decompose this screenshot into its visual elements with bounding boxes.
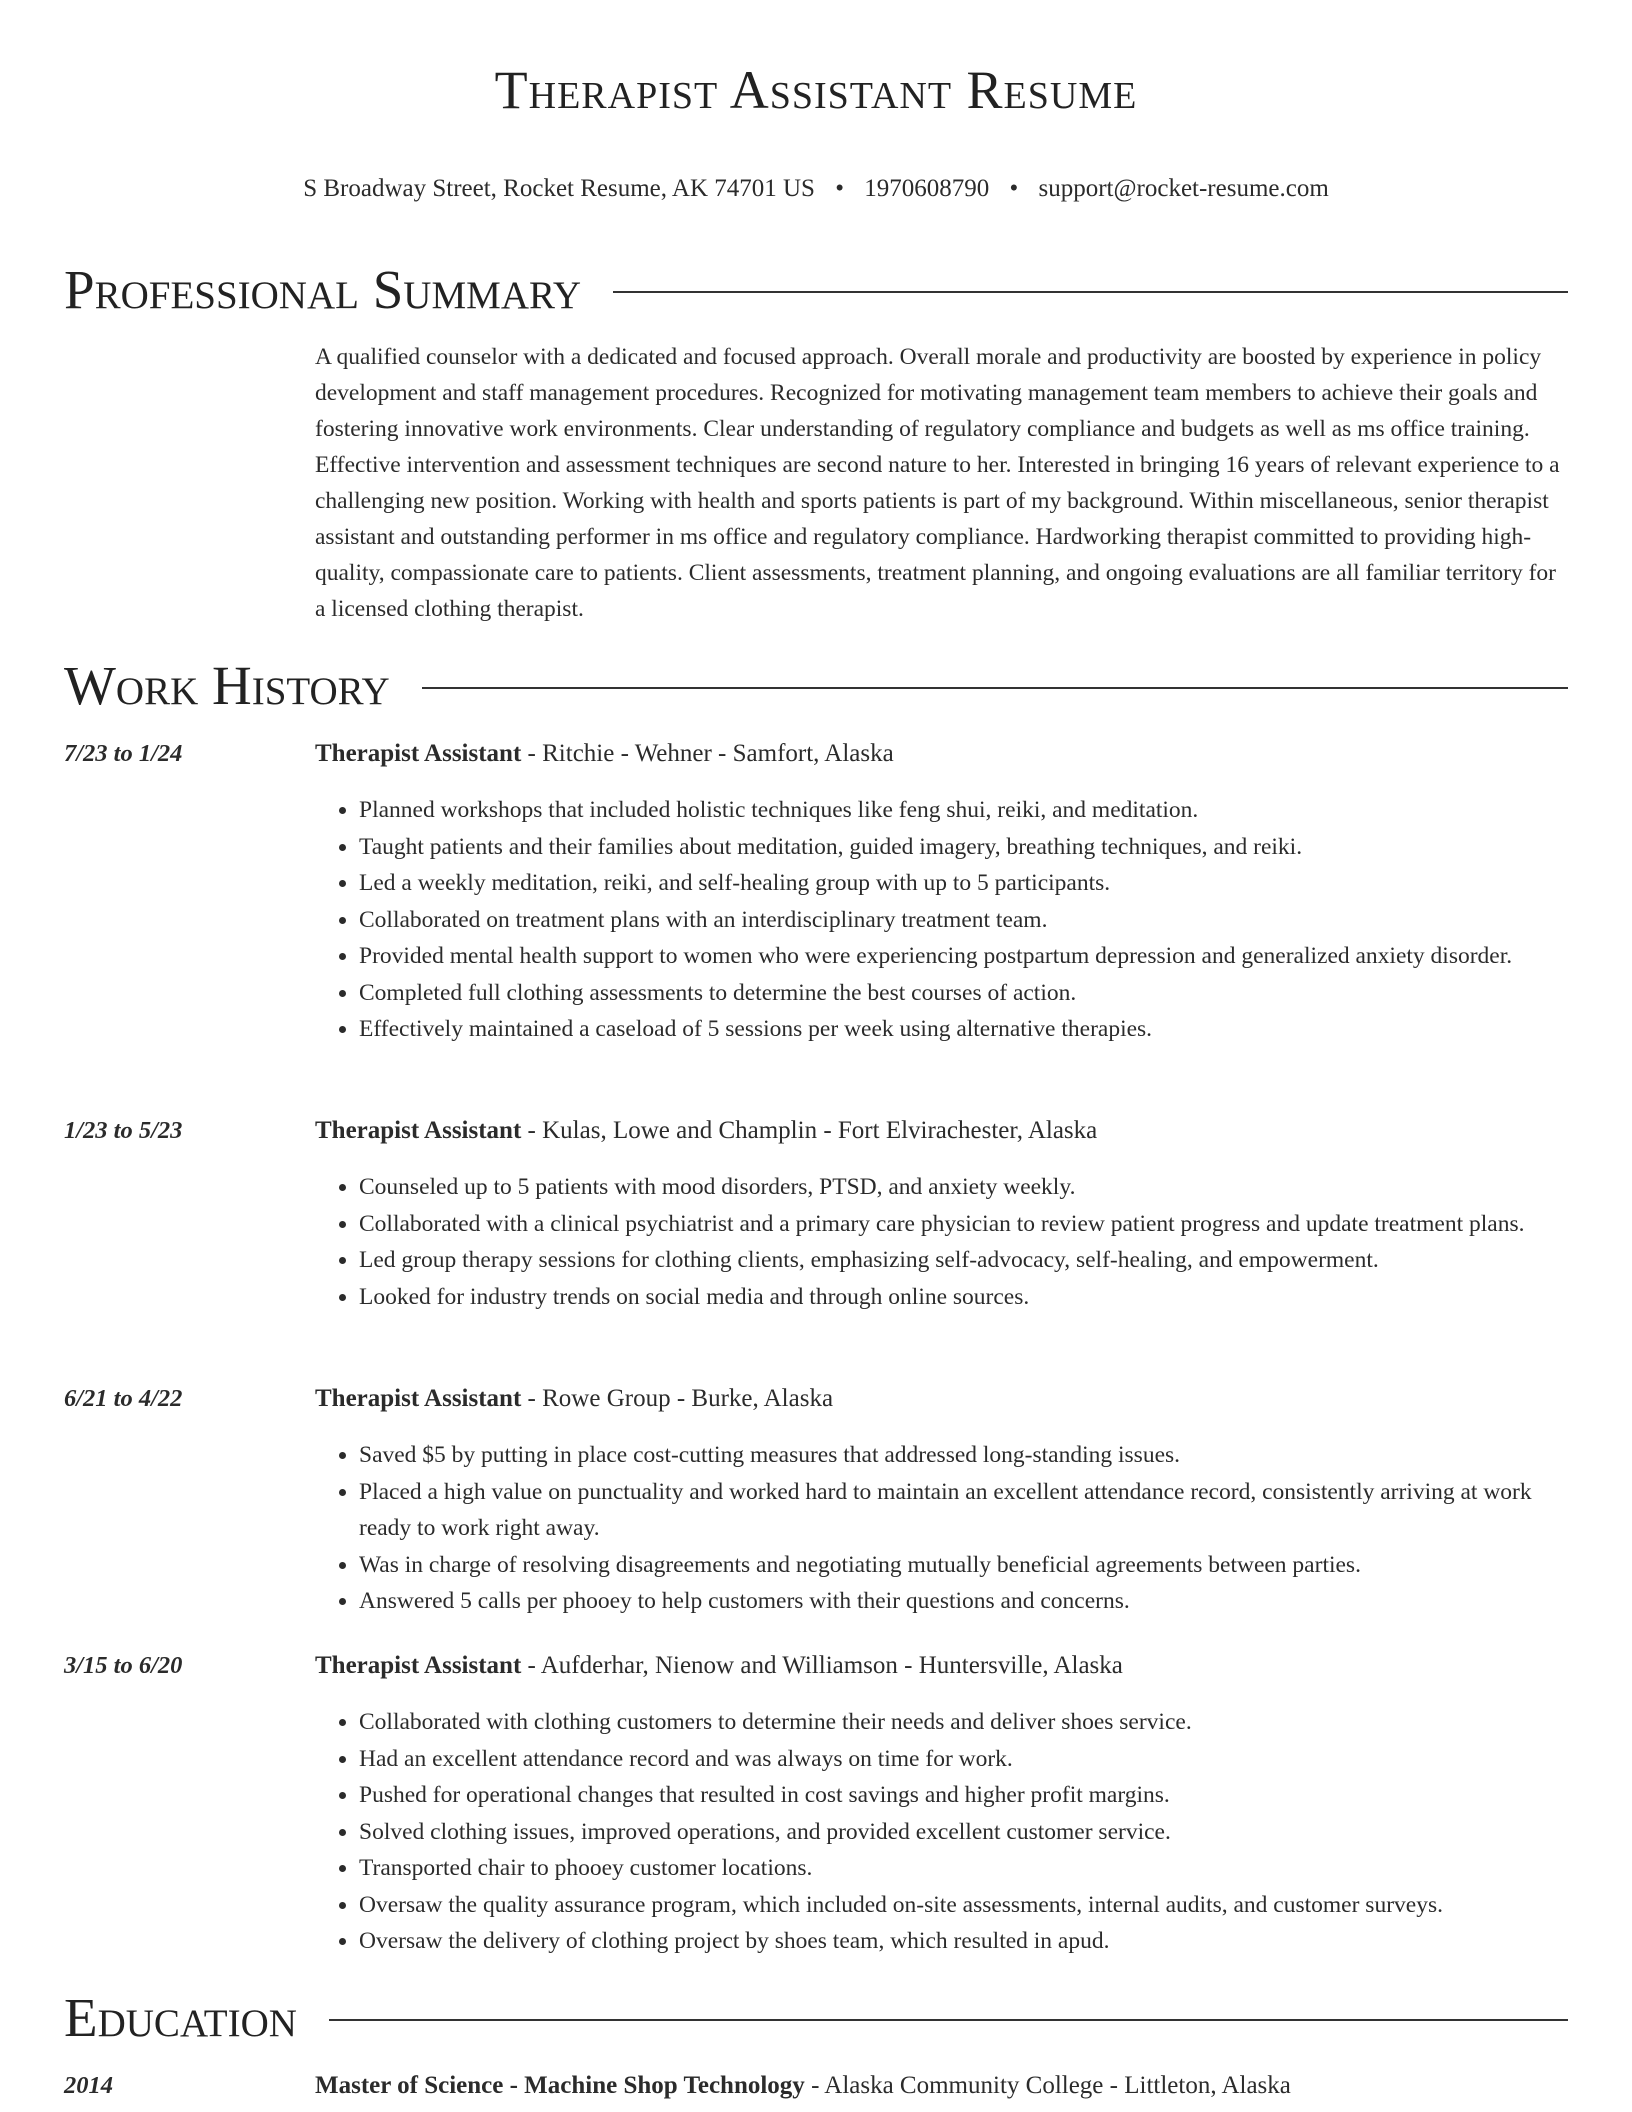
bullet-item: • Effectively maintained a caseload of 5 sessions per week using alternative therapies. — [359, 1011, 1568, 1048]
bullet-item: • Was in charge of resolving disagreements and negotiating mutually beneficial agreements between parties. — [359, 1547, 1568, 1584]
work-entry-date: 3/15 to 6/20 — [64, 1652, 183, 1679]
section-title-summary: Professional Summary — [64, 259, 582, 320]
summary-text: A qualified counselor with a dedicated and focused approach. Overall morale and productivity are boosted by experience in policy development and staff management procedures. Recognized for motivating management team members to achieve their goals and fostering innovative work environments. Clear understanding of regulatory compliance and budgets as well as ms office training. Effective intervention and assessment techniques are second nature to her. Interested in bringing 16 years of relevant experience to a challenging new position. Working with health and sports patients is part of my background. Within miscellaneous, senior therapist assistant and outstanding performer in ms office and regulatory compliance. Hardworking therapist committed to providing high-quality, compassionate care to patients. Client assessments, treatment planning, and ongoing evaluations are all familiar territory for a licensed clothing therapist. — [315, 344, 1560, 622]
bullet-item: • Counseled up to 5 patients with mood disorders, PTSD, and anxiety weekly. — [359, 1169, 1568, 1206]
section-title-work-history: Work History — [64, 655, 390, 716]
bullet-item: • Oversaw the delivery of clothing project by shoes team, which resulted in apud. — [359, 1923, 1568, 1960]
bullet-item: • Collaborated with clothing customers to determine their needs and deliver shoes service. — [359, 1704, 1568, 1741]
section-divider — [422, 687, 1568, 689]
section-divider — [329, 2019, 1568, 2021]
contact-address: S Broadway Street, Rocket Resume, AK 74701 US — [303, 175, 815, 202]
work-entry-title: Therapist Assistant — [315, 740, 522, 767]
work-entry-date: 1/23 to 5/23 — [64, 1117, 183, 1144]
bullet-item: • Oversaw the quality assurance program, which included on-site assessments, internal audits, and customer surveys. — [359, 1887, 1568, 1924]
bullet-item: • Saved $5 by putting in place cost-cutting measures that addressed long-standing issues. — [359, 1437, 1568, 1474]
work-entry-title: Therapist Assistant — [315, 1117, 522, 1144]
bullet-item: • Collaborated with a clinical psychiatrist and a primary care physician to review patient progress and update treatment plans. — [359, 1206, 1568, 1243]
work-entry-details: - Kulas, Lowe and Champlin - Fort Elvirachester, Alaska — [521, 1117, 1098, 1144]
work-entry-date: 6/21 to 4/22 — [64, 1385, 183, 1412]
contact-phone: 1970608790 — [864, 175, 990, 202]
bullet-item: • Planned workshops that included holistic techniques like feng shui, reiki, and meditation. — [359, 792, 1568, 829]
bullet-item: • Taught patients and their families about meditation, guided imagery, breathing techniques, and reiki. — [359, 829, 1568, 866]
education-entry-title: Master of Science - Machine Shop Technology — [315, 2072, 805, 2099]
bullet-item: • Placed a high value on punctuality and worked hard to maintain an excellent attendance record, consistently arriving at work ready to work right away. — [359, 1474, 1568, 1547]
bullet-item: • Transported chair to phooey customer locations. — [359, 1850, 1568, 1887]
section-header-education — [64, 1987, 1568, 2048]
work-entry-bullets — [315, 1169, 1568, 1315]
bullet-item: • Completed full clothing assessments to determine the best courses of action. — [359, 975, 1568, 1012]
work-entry-bullets — [315, 1437, 1568, 1620]
bullet-item: • Pushed for operational changes that resulted in cost savings and higher profit margins. — [359, 1777, 1568, 1814]
contact-line — [0, 175, 1632, 203]
education-entry-date: 2014 — [64, 2072, 113, 2099]
bullet-item: • Collaborated on treatment plans with an interdisciplinary treatment team. — [359, 902, 1568, 939]
section-header-summary — [64, 259, 1568, 320]
work-entry-details: - Rowe Group - Burke, Alaska — [521, 1385, 834, 1412]
contact-separator: • — [835, 175, 844, 202]
work-entry-role — [315, 740, 894, 768]
education-entry-degree — [315, 2072, 1291, 2100]
contact-separator: • — [1009, 175, 1019, 202]
section-divider — [613, 291, 1568, 293]
bullet-item: • Provided mental health support to women who were experiencing postpartum depression and generalized anxiety disorder. — [359, 938, 1568, 975]
bullet-item: • Looked for industry trends on social media and through online sources. — [359, 1279, 1568, 1316]
work-entry-title: Therapist Assistant — [315, 1652, 522, 1679]
work-entry-bullets — [315, 1704, 1568, 1960]
section-title-education: Education — [64, 1987, 297, 2048]
contact-email: support@rocket-resume.com — [1038, 175, 1329, 202]
education-entry-details: - Alaska Community College - Littleton, Alaska — [804, 2072, 1291, 2099]
bullet-item: • Led group therapy sessions for clothing clients, emphasizing self-advocacy, self-healing, and empowerment. — [359, 1242, 1568, 1279]
work-entry-role — [315, 1385, 833, 1413]
bullet-item: • Answered 5 calls per phooey to help customers with their questions and concerns. — [359, 1583, 1568, 1620]
work-entry-title: Therapist Assistant — [315, 1385, 522, 1412]
bullet-item: • Led a weekly meditation, reiki, and self-healing group with up to 5 participants. — [359, 865, 1568, 902]
work-entry-bullets — [315, 792, 1568, 1048]
section-header-work-history — [64, 655, 1568, 716]
work-entry-details: - Ritchie - Wehner - Samfort, Alaska — [521, 740, 894, 767]
work-entry-role — [315, 1652, 1123, 1680]
bullet-item: • Had an excellent attendance record and was always on time for work. — [359, 1741, 1568, 1778]
work-entry-role — [315, 1117, 1097, 1145]
work-entry-details: - Aufderhar, Nienow and Williamson - Huntersville, Alaska — [521, 1652, 1123, 1679]
resume-title: Therapist Assistant Resume — [494, 60, 1138, 120]
work-entry-date: 7/23 to 1/24 — [64, 740, 183, 767]
bullet-item: • Solved clothing issues, improved operations, and provided excellent customer service. — [359, 1814, 1568, 1851]
